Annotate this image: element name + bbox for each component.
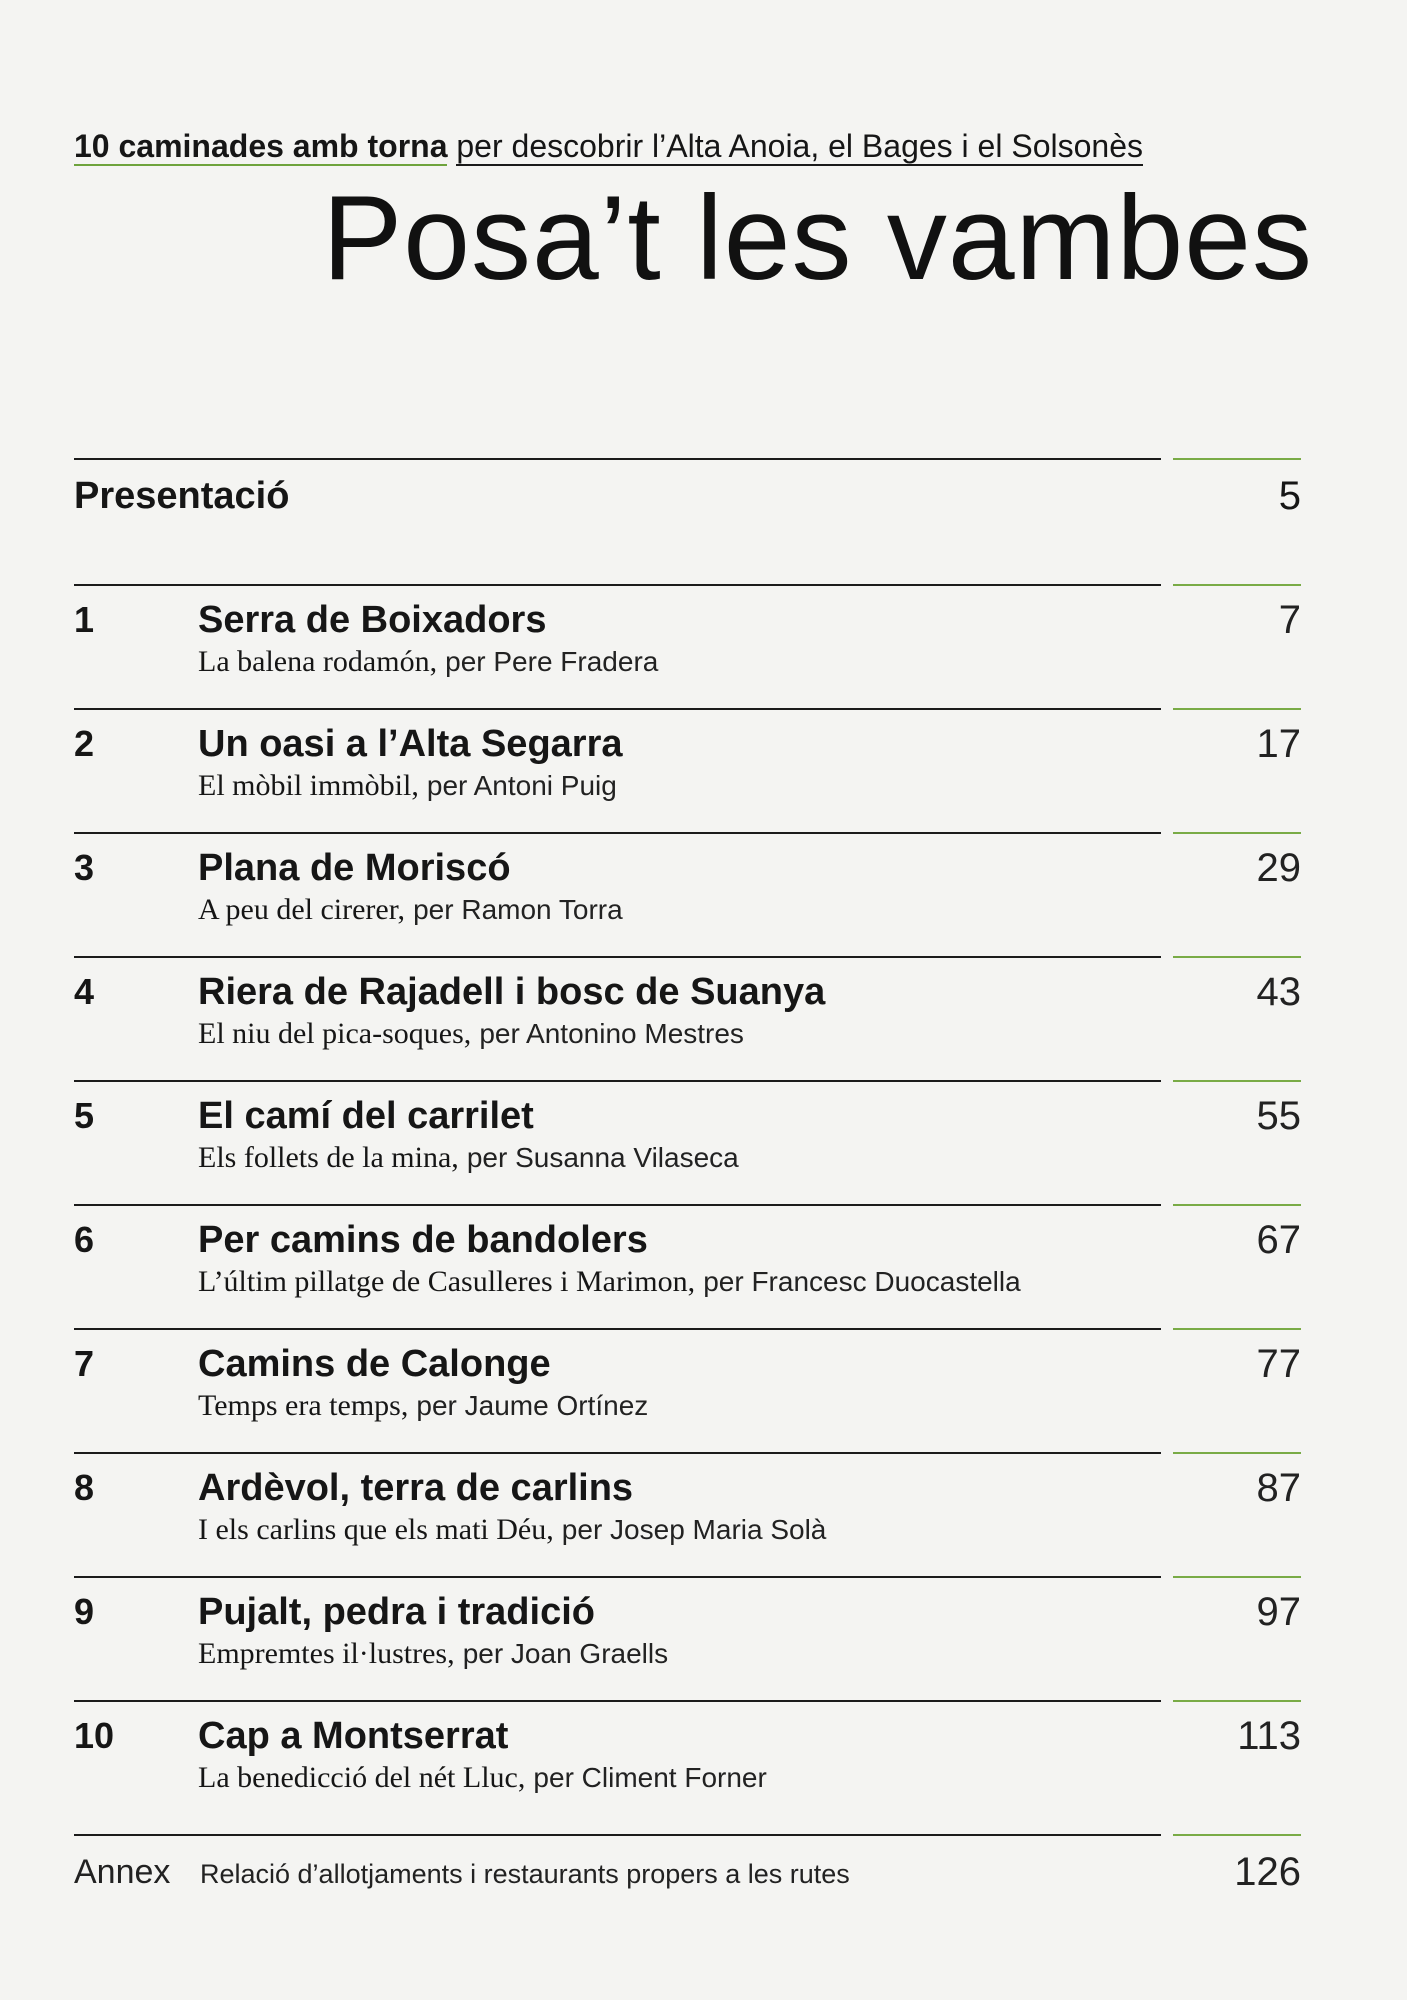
divider-accent xyxy=(1173,1452,1301,1454)
story-author: per Josep Maria Solà xyxy=(561,1514,827,1545)
story-author: per Joan Graells xyxy=(462,1638,669,1669)
entry-page: 17 xyxy=(1256,722,1301,766)
entry-title: Per camins de bandolers xyxy=(198,1219,648,1261)
story-author: per Antonino Mestres xyxy=(479,1018,744,1049)
divider xyxy=(74,1452,1161,1454)
entry-title: Ardèvol, terra de carlins xyxy=(198,1467,634,1509)
divider xyxy=(74,1080,1161,1082)
entry-page: 113 xyxy=(1237,1714,1301,1758)
entry-number: 3 xyxy=(74,847,95,888)
divider xyxy=(74,458,1161,460)
story-author: per Francesc Duocastella xyxy=(703,1266,1021,1297)
entry-page: 67 xyxy=(1256,1218,1301,1262)
entry-subtitle xyxy=(198,892,623,928)
story-title: Els follets de la mina, xyxy=(198,1141,459,1174)
story-title: I els carlins que els mati Déu, xyxy=(198,1513,554,1546)
story-author: per Antoni Puig xyxy=(426,770,617,801)
divider-accent xyxy=(1173,956,1301,958)
entry-title: Pujalt, pedra i tradició xyxy=(198,1591,595,1633)
entry-subtitle xyxy=(198,1016,744,1052)
entry-subtitle xyxy=(198,1512,826,1548)
divider xyxy=(74,1328,1161,1330)
entry-title: Un oasi a l’Alta Segarra xyxy=(198,723,623,765)
entry-page: 7 xyxy=(1278,598,1301,642)
story-author: per Jaume Ortínez xyxy=(416,1390,649,1421)
divider-accent xyxy=(1173,832,1301,834)
divider-accent xyxy=(1173,708,1301,710)
story-title: La benedicció del nét Lluc, xyxy=(198,1761,526,1794)
entry-page: 55 xyxy=(1256,1094,1301,1138)
divider xyxy=(74,1204,1161,1206)
entry-subtitle xyxy=(198,1760,767,1796)
annex-label: Annex xyxy=(74,1853,171,1891)
entry-subtitle xyxy=(198,1388,648,1424)
entry-subtitle xyxy=(198,1140,739,1176)
story-author: per Climent Forner xyxy=(533,1762,767,1793)
entry-subtitle xyxy=(198,644,658,680)
story-title: Empremtes il·lustres, xyxy=(198,1637,455,1670)
page-title: Posa’t les vambes xyxy=(322,171,1313,305)
divider-accent xyxy=(1173,1700,1301,1702)
presentation-label[interactable]: Presentació xyxy=(74,475,290,517)
entry-subtitle xyxy=(198,1636,668,1672)
entry-number: 10 xyxy=(74,1715,115,1756)
entry-title: Cap a Montserrat xyxy=(198,1715,509,1757)
divider-accent xyxy=(1173,458,1301,460)
divider xyxy=(74,708,1161,710)
entry-title: Serra de Boixadors xyxy=(198,599,547,641)
entry-number: 4 xyxy=(74,971,95,1012)
entry-number: 8 xyxy=(74,1467,95,1508)
entry-page: 87 xyxy=(1256,1466,1301,1510)
entry-title: Camins de Calonge xyxy=(198,1343,551,1385)
entry-page: 77 xyxy=(1256,1342,1301,1386)
divider xyxy=(74,1700,1161,1702)
divider xyxy=(74,956,1161,958)
series-subtitle xyxy=(74,126,1301,166)
entry-number: 2 xyxy=(74,723,95,764)
divider xyxy=(74,832,1161,834)
divider-accent xyxy=(1173,584,1301,586)
entry-number: 6 xyxy=(74,1219,95,1260)
entry-page: 43 xyxy=(1256,970,1301,1014)
entry-title: El camí del carrilet xyxy=(198,1095,534,1137)
divider-accent xyxy=(1173,1080,1301,1082)
story-title: El mòbil immòbil, xyxy=(198,769,419,802)
divider xyxy=(74,1576,1161,1578)
divider xyxy=(74,584,1161,586)
entry-title: Plana de Moriscó xyxy=(198,847,511,889)
entry-number: 7 xyxy=(74,1343,95,1384)
story-author: per Pere Fradera xyxy=(445,646,659,677)
entry-number: 9 xyxy=(74,1591,95,1632)
story-title: El niu del pica-soques, xyxy=(198,1017,472,1050)
story-title: Temps era temps, xyxy=(198,1389,409,1422)
presentation-page: 5 xyxy=(1278,474,1301,518)
story-title: La balena rodamón, xyxy=(198,645,438,678)
entry-page: 29 xyxy=(1256,846,1301,890)
series-lead: 10 caminades amb torna xyxy=(74,128,448,164)
story-author: per Susanna Vilaseca xyxy=(466,1142,739,1173)
story-author: per Ramon Torra xyxy=(413,894,623,925)
divider-accent xyxy=(1173,1204,1301,1206)
entry-title: Riera de Rajadell i bosc de Suanya xyxy=(198,971,826,1013)
entry-subtitle xyxy=(198,1264,1021,1300)
story-title: L’últim pillatge de Casulleres i Marimon, xyxy=(198,1265,696,1298)
series-rest: per descobrir l’Alta Anoia, el Bages i el Solsonès xyxy=(456,128,1143,164)
entry-number: 5 xyxy=(74,1095,95,1136)
annex-text: Relació d’allotjaments i restaurants propers a les rutes xyxy=(200,1859,850,1889)
divider xyxy=(74,1834,1161,1836)
entry-number: 1 xyxy=(74,599,95,640)
annex-entry[interactable] xyxy=(74,1850,1301,1894)
divider-accent xyxy=(1173,1576,1301,1578)
entry-subtitle xyxy=(198,768,617,804)
story-title: A peu del cirerer, xyxy=(198,893,406,926)
entry-page: 97 xyxy=(1256,1590,1301,1634)
divider-accent xyxy=(1173,1328,1301,1330)
divider-accent xyxy=(1173,1834,1301,1836)
annex-page: 126 xyxy=(1234,1850,1301,1894)
